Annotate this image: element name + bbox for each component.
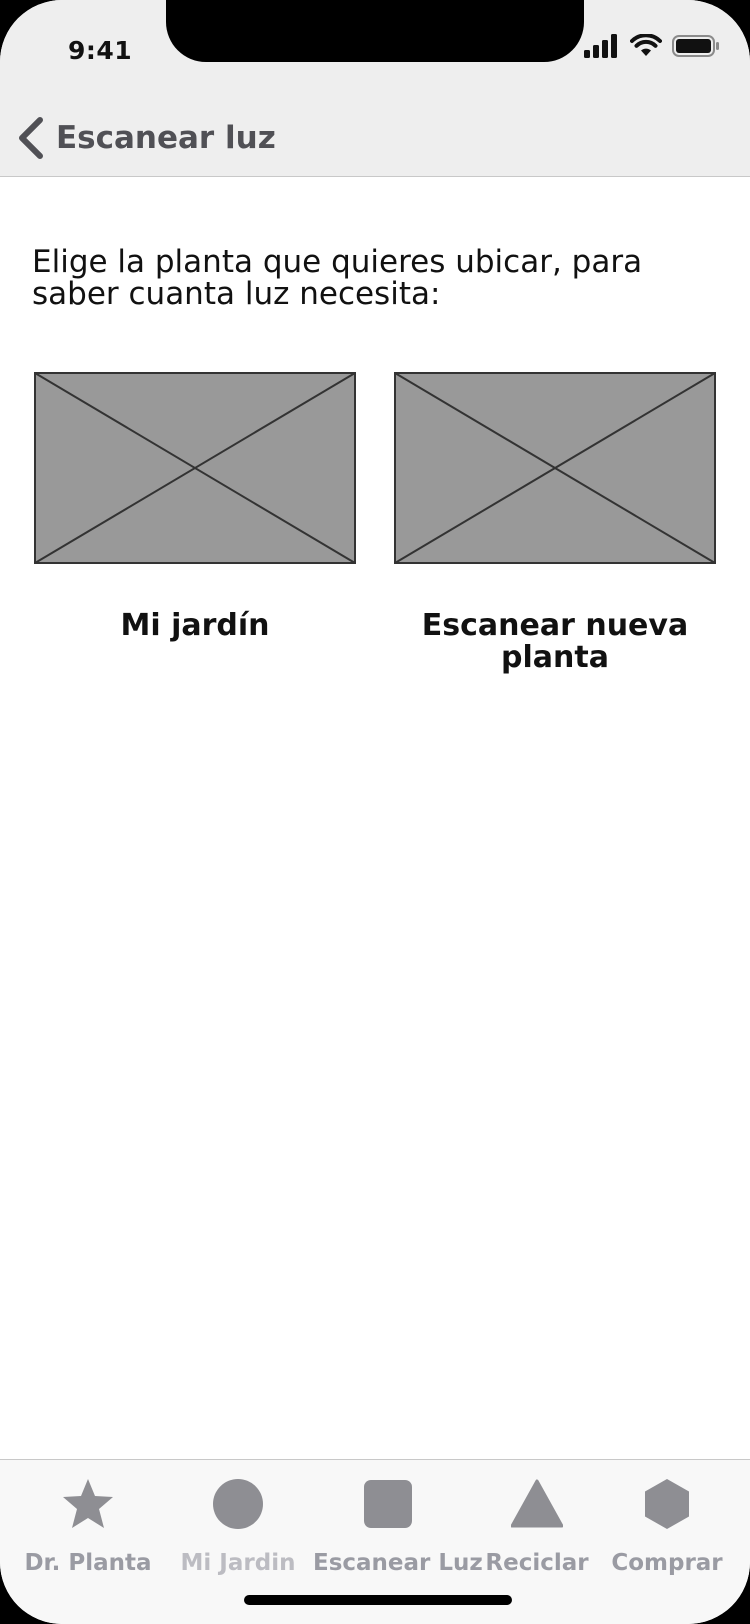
tab-escanear-luz[interactable] xyxy=(313,1470,483,1580)
instruction-text: Elige la planta que quieres ubicar, para saber cuanta luz necesita: xyxy=(32,244,643,312)
image-placeholder-icon xyxy=(34,372,356,564)
back-button[interactable] xyxy=(14,108,276,168)
option-mi-jardin[interactable] xyxy=(34,372,356,642)
notch xyxy=(166,0,584,62)
page-title: Escanear luz xyxy=(56,120,276,156)
status-icons xyxy=(584,32,720,60)
tab-reciclar[interactable] xyxy=(462,1470,612,1580)
tab-label: Escanear Luz xyxy=(313,1550,483,1576)
tab-label: Dr. Planta xyxy=(24,1550,152,1576)
circle-icon xyxy=(212,1478,264,1530)
home-indicator xyxy=(244,1595,512,1605)
navigation-bar xyxy=(0,100,750,177)
option-label: Mi jardín xyxy=(120,608,270,643)
option-label: Escanear nueva planta xyxy=(421,608,689,675)
star-icon xyxy=(62,1478,114,1530)
battery-icon xyxy=(672,34,720,58)
image-placeholder-icon xyxy=(394,372,716,564)
tab-dr-planta[interactable] xyxy=(13,1470,163,1580)
option-escanear-nueva-planta[interactable] xyxy=(394,372,716,674)
cellular-signal-icon xyxy=(584,34,620,58)
status-time: 9:41 xyxy=(68,36,133,65)
tab-label: Reciclar xyxy=(485,1550,589,1576)
square-icon xyxy=(362,1478,414,1530)
tab-mi-jardin[interactable] xyxy=(163,1470,313,1580)
chevron-left-icon xyxy=(14,114,48,162)
status-bar xyxy=(0,0,750,100)
tab-label: Mi Jardin xyxy=(180,1550,296,1576)
tab-comprar[interactable] xyxy=(592,1470,742,1580)
wifi-icon xyxy=(630,34,662,58)
hexagon-icon xyxy=(641,1478,693,1530)
tab-label: Comprar xyxy=(611,1550,723,1576)
triangle-icon xyxy=(511,1478,563,1530)
